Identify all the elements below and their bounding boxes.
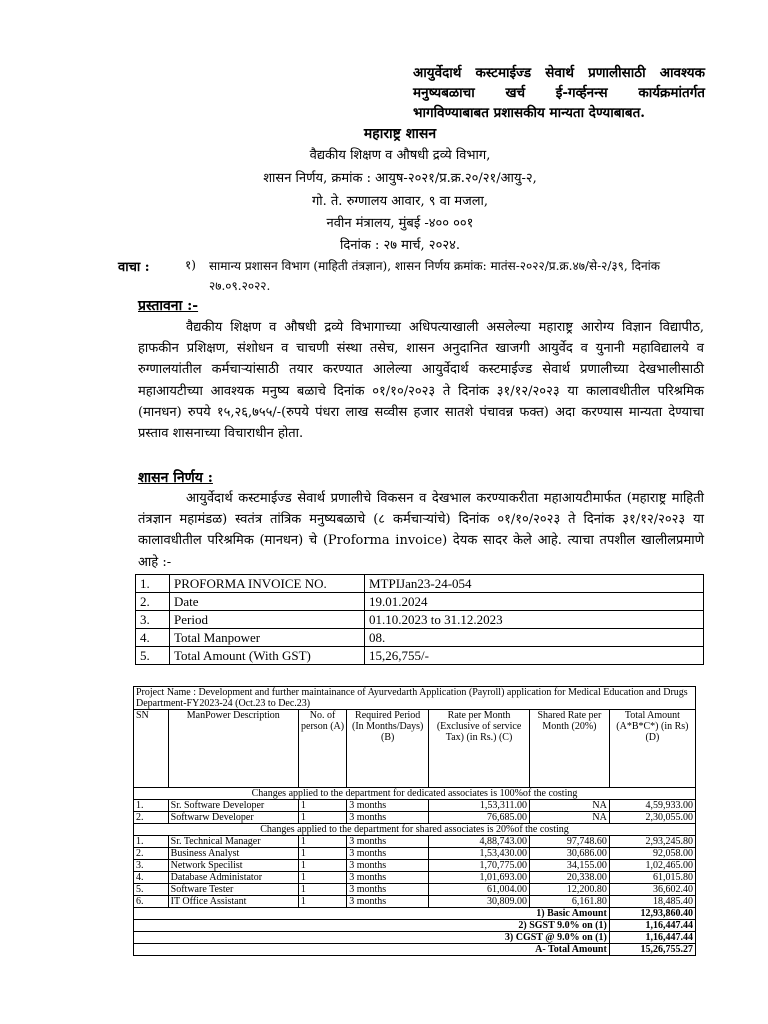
cost-row — [134, 872, 696, 884]
total-value: 15,26,755.27 — [609, 944, 695, 956]
summary-label: Total Amount (With GST) — [170, 647, 365, 665]
header-shared: Shared Rate per Month (20%) — [529, 710, 609, 788]
cost-cell-sn: 2. — [134, 812, 169, 824]
total-label: 2) SGST 9.0% on (1) — [134, 920, 610, 932]
decision-title: शासन निर्णय : — [138, 470, 213, 486]
summary-no: 5. — [136, 647, 170, 665]
cost-cell-rate: 30,809.00 — [429, 896, 530, 908]
cost-cell-rate: 61,004.00 — [429, 884, 530, 896]
summary-value: 01.10.2023 to 31.12.2023 — [365, 611, 704, 629]
total-label: A- Total Amount — [134, 944, 610, 956]
cost-cell-period: 3 months — [347, 800, 429, 812]
header-desc: ManPower Description — [168, 710, 298, 788]
cost-cell-shared: 20,338.00 — [529, 872, 609, 884]
cost-cell-desc: Sr. Technical Manager — [168, 836, 298, 848]
department-name: वैद्यकीय शिक्षण व औषधी द्रव्ये विभाग, — [309, 148, 491, 163]
summary-row — [136, 593, 704, 611]
cost-cell-total: 36,602.40 — [609, 884, 695, 896]
cost-cell-persons: 1 — [298, 884, 346, 896]
cost-cell-sn: 6. — [134, 896, 169, 908]
header-persons: No. of person (A) — [298, 710, 346, 788]
header-rate: Rate per Month (Exclusive of service Tax) (in Rs.) (C) — [429, 710, 530, 788]
cost-row — [134, 896, 696, 908]
cost-row — [134, 812, 696, 824]
cost-cell-rate: 76,685.00 — [429, 812, 530, 824]
cost-cell-rate: 4,88,743.00 — [429, 836, 530, 848]
total-row — [134, 908, 696, 920]
cost-header-row — [134, 710, 696, 788]
total-label: 1) Basic Amount — [134, 908, 610, 920]
cost-cell-sn: 4. — [134, 872, 169, 884]
cost-cell-persons: 1 — [298, 896, 346, 908]
summary-value: 19.01.2024 — [365, 593, 704, 611]
cost-cell-total: 61,015.80 — [609, 872, 695, 884]
address-line-2: नवीन मंत्रालय, मुंबई -४०० ००१ — [326, 216, 474, 231]
total-value: 1,16,447.44 — [609, 920, 695, 932]
cost-row — [134, 884, 696, 896]
cost-cell-period: 3 months — [347, 860, 429, 872]
subject-heading: आयुर्वेदार्थ कस्टमाईज्ड सेवार्थ प्रणालीसाठी आवश्यक मनुष्यबळाचा खर्च ई-गर्व्हनन्स कार्यक्रमांतर्गत भागविण्याबाबत प्रशासकीय मान्यता देण्याबाबत. — [413, 65, 705, 121]
invoice-summary-table — [135, 574, 704, 665]
preamble-title: प्रस्तावना :- — [138, 298, 199, 314]
cost-cell-total: 4,59,933.00 — [609, 800, 695, 812]
cost-cell-desc: Softwarw Developer — [168, 812, 298, 824]
government-name: महाराष्ट्र शासन — [363, 126, 437, 142]
cost-cell-period: 3 months — [347, 872, 429, 884]
cost-cell-desc: IT Office Assistant — [168, 896, 298, 908]
summary-label: PROFORMA INVOICE NO. — [170, 575, 365, 593]
cost-cell-sn: 3. — [134, 860, 169, 872]
cost-cell-shared: 12,200.80 — [529, 884, 609, 896]
summary-row — [136, 611, 704, 629]
shared-note: Changes applied to the department for shared associates is 20%of the costing — [134, 824, 696, 836]
shared-note-row — [134, 824, 696, 836]
summary-no: 3. — [136, 611, 170, 629]
cost-cell-shared: 34,155.00 — [529, 860, 609, 872]
summary-value: 15,26,755/- — [365, 647, 704, 665]
cost-cell-shared: 97,748.60 — [529, 836, 609, 848]
cost-cell-period: 3 months — [347, 896, 429, 908]
cost-cell-persons: 1 — [298, 860, 346, 872]
address-line-1: गो. ते. रुग्णालय आवार, ९ वा मजला, — [311, 194, 489, 209]
gr-number: शासन निर्णय, क्रमांक : आयुष-२०२१/प्र.क्र.२०/२१/आयु-२, — [263, 171, 537, 186]
cost-cell-total: 18,485.40 — [609, 896, 695, 908]
cost-cell-sn: 1. — [134, 800, 169, 812]
cost-row — [134, 848, 696, 860]
cost-cell-rate: 1,70,775.00 — [429, 860, 530, 872]
summary-label: Date — [170, 593, 365, 611]
cost-cell-period: 3 months — [347, 812, 429, 824]
cost-cell-desc: Database Administator — [168, 872, 298, 884]
cost-cell-desc: Software Tester — [168, 884, 298, 896]
preamble-text: वैद्यकीय शिक्षण व औषधी द्रव्ये विभागाच्या अधिपत्याखाली असलेल्या महाराष्ट्र आरोग्य विज्ञान विद्यापीठ, हाफकीन प्रशिक्षण, संशोधन व चाचणी संस्था तसेच, शासन अनुदानित खाजगी आयुर्वेद व युनानी महाविद्यालये व रुग्णालयांतील कर्मचाऱ्यांसाठी तयार करण्यात आलेल्या आयुर्वेदार्थ कस्टमाईज्ड सेवार्थ प्रणालीच्या देखभालीसाठी महाआयटीच्या आवश्यक मनुष्य बळाचे दिनांक ०१/१०/२०२३ ते दिनांक ३१/१२/२०२३ या कालावधीतील परिश्रमिक (मानधन) रुपये १५,२६,७५५/-(रुपये पंधरा लाख सव्वीस हजार सातशे पंचावन्न फक्त) अदा करण्यास मान्यता देण्याचा प्रस्ताव शासनाच्या विचाराधीन होता. — [138, 320, 704, 442]
total-value: 1,16,447.44 — [609, 932, 695, 944]
cost-cell-period: 3 months — [347, 884, 429, 896]
cost-cell-period: 3 months — [347, 848, 429, 860]
summary-row — [136, 629, 704, 647]
header-total: Total Amount (A*B*C*) (in Rs) (D) — [609, 710, 695, 788]
cost-cell-shared: 30,686.00 — [529, 848, 609, 860]
cost-cell-rate: 1,01,693.00 — [429, 872, 530, 884]
total-row — [134, 932, 696, 944]
summary-row — [136, 575, 704, 593]
cost-cell-persons: 1 — [298, 872, 346, 884]
total-row — [134, 944, 696, 956]
decision-paragraph — [138, 488, 704, 573]
cost-cell-shared: 6,161.80 — [529, 896, 609, 908]
preamble-paragraph — [138, 317, 704, 444]
total-label: 3) CGST @ 9.0% on (1) — [134, 932, 610, 944]
header-sn: SN — [134, 710, 169, 788]
cost-cell-desc: Business Analyst — [168, 848, 298, 860]
cost-cell-rate: 1,53,430.00 — [429, 848, 530, 860]
cost-row — [134, 836, 696, 848]
cost-cell-rate: 1,53,311.00 — [429, 800, 530, 812]
header-period: Required Period (In Months/Days) (B) — [347, 710, 429, 788]
cost-cell-shared: NA — [529, 812, 609, 824]
cost-cell-total: 92,058.00 — [609, 848, 695, 860]
project-name-row — [134, 687, 696, 710]
reference-label: वाचा : — [118, 260, 150, 275]
summary-label: Total Manpower — [170, 629, 365, 647]
summary-label: Period — [170, 611, 365, 629]
cost-cell-persons: 1 — [298, 800, 346, 812]
reference-number: १) — [185, 258, 196, 272]
decision-text: आयुर्वेदार्थ कस्टमाईज्ड सेवार्थ प्रणालीचे विकसन व देखभाल करण्याकरीता महाआयटीमार्फत (महाराष्ट्र माहिती तंत्रज्ञान महामंडळ) स्वतंत्र तांत्रिक मनुष्यबळाचे (८ कर्मचाऱ्यांचे) दिनांक ०१/१०/२०२३ ते दिनांक ३१/१२/२०२३ या कालावधीतील परिश्रमिक (मानधन) चे (Proforma invoice) देयक सादर केले आहे. त्याचा तपशील खालीलप्रमाणे आहे :- — [138, 491, 704, 570]
summary-no: 2. — [136, 593, 170, 611]
cost-cell-sn: 1. — [134, 836, 169, 848]
dedicated-note-row — [134, 788, 696, 800]
cost-cell-total: 1,02,465.00 — [609, 860, 695, 872]
cost-breakdown-table — [133, 686, 696, 956]
reference-text: सामान्य प्रशासन विभाग (माहिती तंत्रज्ञान), शासन निर्णय क्रमांक: मातंस-२०२२/प्र.क्र.४७/से-२/३९, दिनांक २७.०९.२०२२. — [209, 259, 660, 293]
cost-row — [134, 860, 696, 872]
issue-date: दिनांक : २७ मार्च, २०२४. — [340, 238, 460, 253]
summary-no: 1. — [136, 575, 170, 593]
cost-cell-desc: Network Specilist — [168, 860, 298, 872]
summary-value: MTPIJan23-24-054 — [365, 575, 704, 593]
cost-cell-persons: 1 — [298, 812, 346, 824]
cost-cell-persons: 1 — [298, 848, 346, 860]
project-name: Project Name : Development and further maintainance of Ayurvedarth Application (Payroll) application for Medical Education and Drugs Department-FY2023-24 (Oct.23 to Dec.23) — [134, 687, 696, 710]
cost-cell-desc: Sr. Software Developer — [168, 800, 298, 812]
cost-cell-period: 3 months — [347, 836, 429, 848]
total-row — [134, 920, 696, 932]
cost-row — [134, 800, 696, 812]
cost-cell-sn: 2. — [134, 848, 169, 860]
cost-cell-persons: 1 — [298, 836, 346, 848]
cost-cell-total: 2,93,245.80 — [609, 836, 695, 848]
cost-cell-shared: NA — [529, 800, 609, 812]
cost-cell-sn: 5. — [134, 884, 169, 896]
total-value: 12,93,860.40 — [609, 908, 695, 920]
cost-cell-total: 2,30,055.00 — [609, 812, 695, 824]
summary-no: 4. — [136, 629, 170, 647]
dedicated-note: Changes applied to the department for dedicated associates is 100%of the costing — [134, 788, 696, 800]
summary-row — [136, 647, 704, 665]
summary-value: 08. — [365, 629, 704, 647]
